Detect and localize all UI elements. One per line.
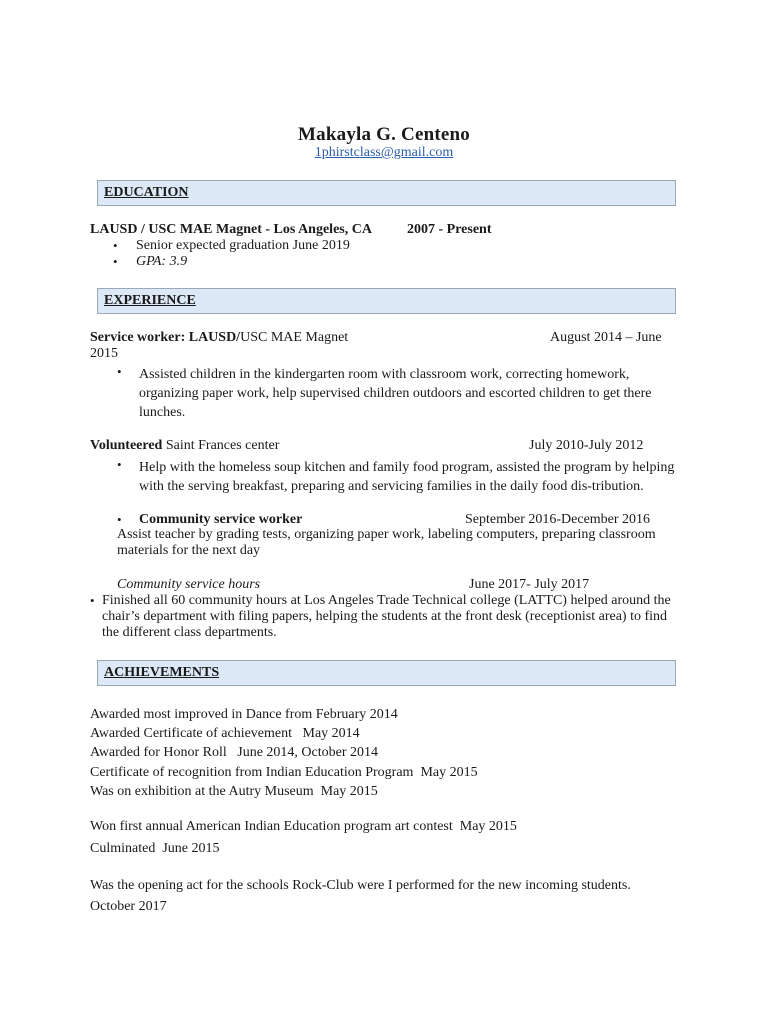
job1-dates: August 2014 – June bbox=[550, 330, 662, 345]
achievement-item: Awarded most improved in Dance from February 2014 bbox=[90, 707, 398, 722]
job1-dates-cont: 2015 bbox=[90, 346, 118, 361]
email-link[interactable]: 1phirstclass@gmail.com bbox=[314, 145, 454, 160]
job4-description: Finished all 60 community hours at Los Angeles Trade Technical college (LATTC) helped around the chair’s department with filing papers, helping the students at the front desk (receptionist area) to find the different class departments. bbox=[102, 593, 671, 640]
job1-title-bold: Service worker: LAUSD/ bbox=[90, 330, 241, 345]
education-section-header bbox=[97, 180, 676, 206]
job3-description: Assist teacher by grading tests, organizing paper work, labeling computers, preparing classroom materials for the next day bbox=[117, 527, 656, 558]
achievement-art-contest: Won first annual American Indian Education program art contest May 2015 bbox=[90, 819, 517, 834]
achievement-item: Was on exhibition at the Autry Museum May 2015 bbox=[90, 784, 378, 799]
job2-description: Help with the homeless soup kitchen and family food program, assisted the program by helping with the serving breakfast, preparing and servicing families in the daily food dis-tribution. bbox=[139, 460, 675, 494]
job2-title-bold: Volunteered bbox=[90, 438, 163, 453]
job3-title: Community service worker bbox=[139, 512, 303, 527]
education-heading: EDUCATION bbox=[104, 185, 189, 200]
job4-title: Community service hours bbox=[117, 577, 261, 592]
achievement-rock-club: Was the opening act for the schools Rock-Club were I performed for the new incoming students. bbox=[90, 878, 631, 893]
job2-title bbox=[90, 438, 279, 454]
job2-title-rest: Saint Frances center bbox=[162, 438, 280, 453]
bullet-icon: • bbox=[113, 254, 118, 269]
achievements-heading: ACHIEVEMENTS bbox=[104, 665, 220, 680]
job1-title-rest: USC MAE Magnet bbox=[240, 330, 349, 345]
achievement-item: Certificate of recognition from Indian Education Program May 2015 bbox=[90, 765, 478, 780]
bullet-icon: • bbox=[117, 364, 122, 379]
job1-description: Assisted children in the kindergarten room with classroom work, correcting homework, organizing paper work, help supervised children outdoors and escorted children to get there lunches. bbox=[139, 367, 652, 420]
education-item-gpa: GPA: 3.9 bbox=[136, 254, 188, 269]
bullet-icon: • bbox=[117, 512, 122, 527]
achievement-culminated: Culminated June 2015 bbox=[90, 841, 220, 856]
resume-name: Makayla G. Centeno bbox=[298, 124, 470, 145]
achievement-rock-club-date: October 2017 bbox=[90, 899, 167, 914]
education-dates: 2007 - Present bbox=[407, 222, 492, 237]
bullet-icon: • bbox=[117, 457, 122, 472]
achievements-section-header bbox=[97, 660, 676, 686]
job2-dates: July 2010-July 2012 bbox=[529, 438, 644, 453]
bullet-icon: • bbox=[113, 238, 118, 253]
education-item-graduation: Senior expected graduation June 2019 bbox=[136, 238, 350, 253]
achievement-item: Awarded Certificate of achievement May 2014 bbox=[90, 726, 360, 741]
job3-dates: September 2016-December 2016 bbox=[465, 512, 651, 527]
experience-heading: EXPERIENCE bbox=[104, 293, 196, 308]
job1-title bbox=[90, 330, 348, 346]
experience-section-header bbox=[97, 288, 676, 314]
education-school: LAUSD / USC MAE Magnet - Los Angeles, CA bbox=[90, 222, 372, 237]
achievement-item: Awarded for Honor Roll June 2014, October 2014 bbox=[90, 745, 378, 760]
job4-dates: June 2017- July 2017 bbox=[469, 577, 590, 592]
bullet-icon: • bbox=[90, 593, 95, 608]
